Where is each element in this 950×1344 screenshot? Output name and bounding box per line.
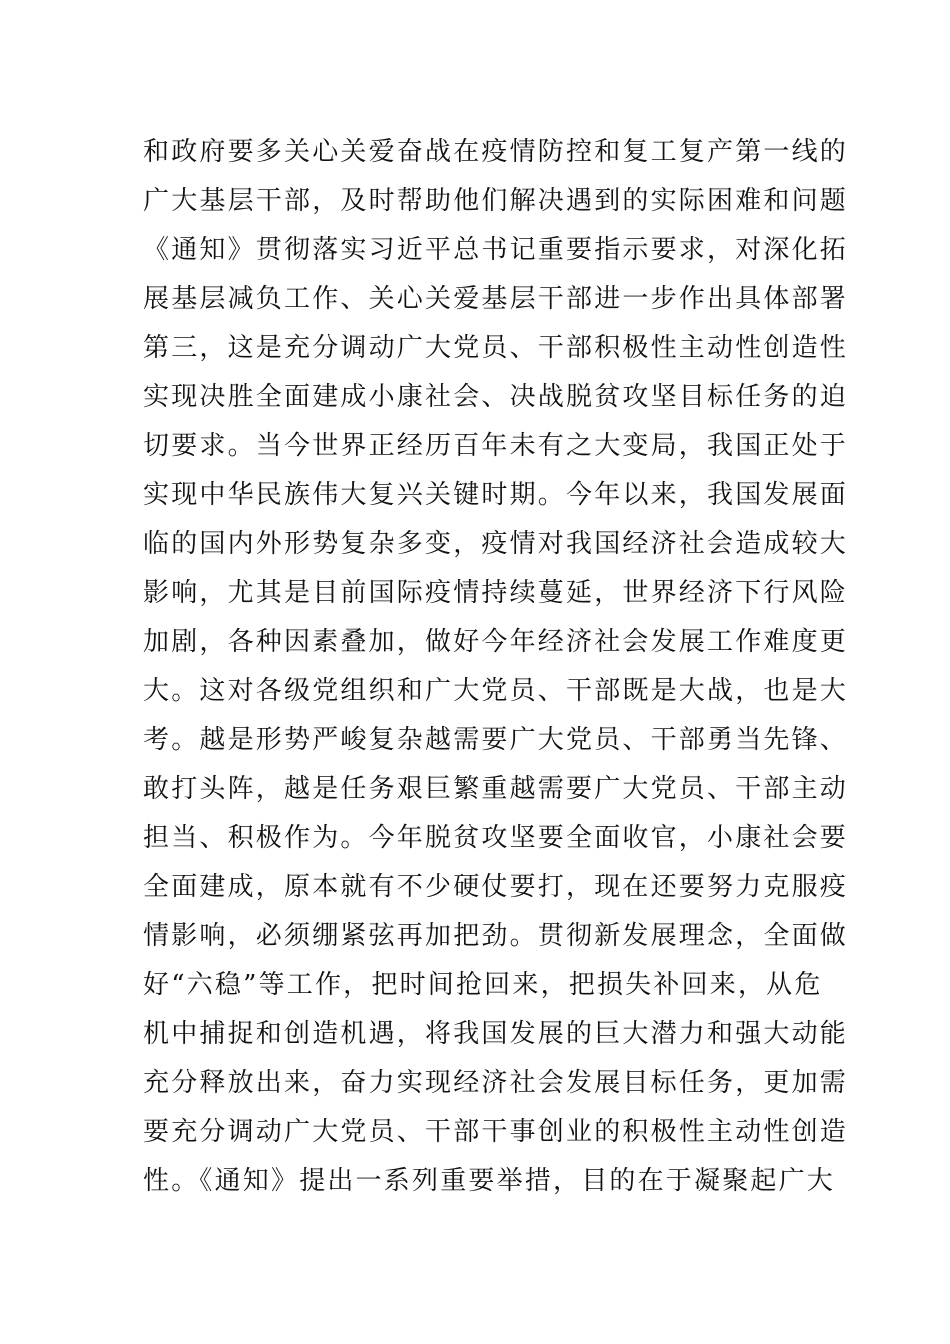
text-line: 实现中华民族伟大复兴关键时期。今年以来，我国发展面: [143, 480, 849, 510]
text-line: 广大基层干部，及时帮助他们解决遇到的实际困难和问题: [143, 186, 849, 216]
text-line: 切要求。当今世界正经历百年未有之大变局，我国正处于: [143, 431, 849, 461]
text-line: 实现决胜全面建成小康社会、决战脱贫攻坚目标任务的迫: [143, 382, 849, 412]
text-line: 第三，这是充分调动广大党员、干部积极性主动性创造性: [143, 333, 849, 363]
text-line: 临的国内外形势复杂多变，疫情对我国经济社会造成较大: [143, 529, 849, 559]
text-line: 性。《通知》提出一系列重要举措，目的在于凝聚起广大: [143, 1166, 836, 1196]
text-line: 大。这对各级党组织和广大党员、干部既是大战，也是大: [143, 676, 849, 706]
text-line: 展基层减负工作、关心关爱基层干部进一步作出具体部署: [143, 284, 849, 314]
text-line: 影响，尤其是目前国际疫情持续蔓延，世界经济下行风险: [143, 578, 849, 608]
text-line: 担当、积极作为。今年脱贫攻坚要全面收官，小康社会要: [143, 823, 849, 853]
text-line: 机中捕捉和创造机遇，将我国发展的巨大潜力和强大动能: [143, 1019, 849, 1049]
text-line: 考。越是形势严峻复杂越需要广大党员、干部勇当先锋、: [143, 725, 849, 755]
text-line: 好“六稳”等工作，把时间抢回来，把损失补回来，从危: [143, 970, 823, 1000]
text-line: 加剧，各种因素叠加，做好今年经济社会发展工作难度更: [143, 627, 849, 657]
text-line: 情影响，必须绷紧弦再加把劲。贯彻新发展理念，全面做: [143, 921, 849, 951]
text-line: 全面建成，原本就有不少硬仗要打，现在还要努力克服疫: [143, 872, 849, 902]
document-body: [143, 128, 849, 1206]
text-line: 《通知》贯彻落实习近平总书记重要指示要求，对深化拓: [143, 235, 849, 265]
text-line: 充分释放出来，奋力实现经济社会发展目标任务，更加需: [143, 1068, 849, 1098]
text-line: 和政府要多关心关爱奋战在疫情防控和复工复产第一线的: [143, 137, 849, 167]
text-line: 敢打头阵，越是任务艰巨繁重越需要广大党员、干部主动: [143, 774, 849, 804]
text-line: 要充分调动广大党员、干部干事创业的积极性主动性创造: [143, 1117, 849, 1147]
